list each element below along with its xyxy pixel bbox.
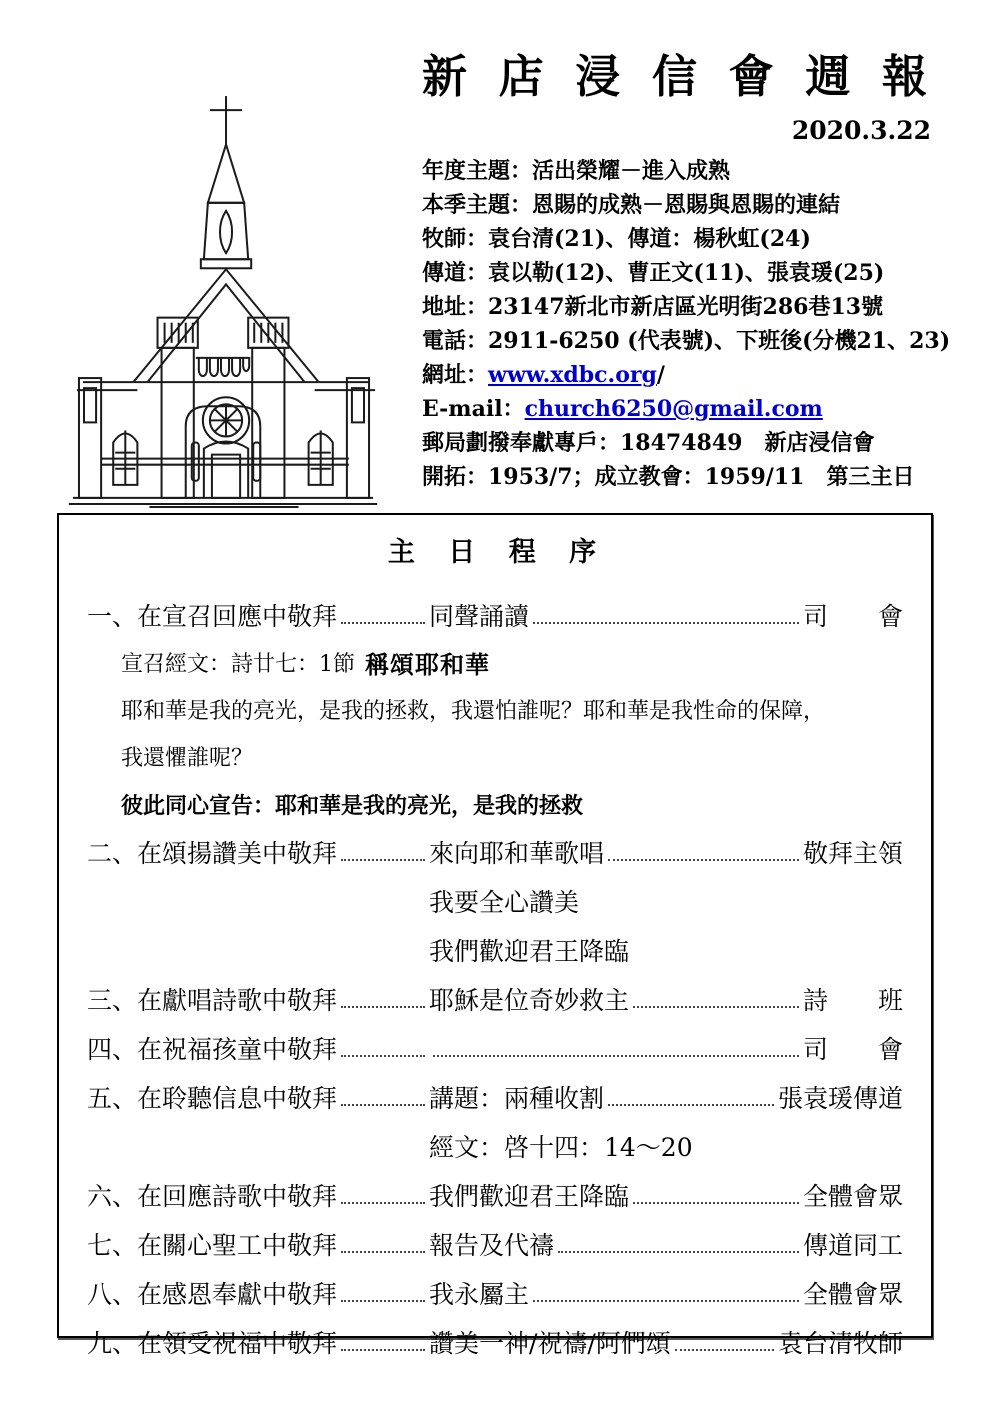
header [422, 46, 951, 494]
annual-theme-line: 年度主題：活出榮耀－進入成熟 [422, 158, 731, 184]
website-suffix: / [656, 362, 665, 388]
dot-leader [433, 1055, 799, 1057]
program-song: 我要全心讚美 [429, 888, 580, 917]
scripture-title: 稱頌耶和華 [365, 650, 490, 679]
issue-date: 2020.3.22 [791, 116, 931, 145]
program-item-2 [87, 820, 903, 869]
founding-line: 開拓：1953/7；成立教會：1959/11 第三主日 [422, 464, 915, 490]
website-line [422, 358, 937, 392]
address-line: 地址：23147新北市新店區光明街286巷13號 [422, 294, 884, 320]
sunday-program-section [57, 513, 933, 1358]
program-declaration: 彼此同心宣告：耶和華是我的亮光，是我的拯救 [121, 793, 584, 819]
program-item-6 [87, 1163, 903, 1212]
item-content: 講題：兩種收割 [429, 1084, 605, 1113]
item-content: 我們歡迎君王降臨 [429, 1182, 630, 1211]
dot-leader [558, 1251, 799, 1253]
dot-leader [341, 859, 425, 861]
item-label: 八、在感恩奉獻中敬拜 [87, 1280, 338, 1309]
program-item-9 [87, 1310, 903, 1359]
season-theme-line: 本季主題：恩賜的成熟－恩賜與恩賜的連結 [422, 192, 841, 218]
dot-leader [633, 1202, 799, 1204]
item-role: 袁台清牧師 [777, 1329, 903, 1358]
church-drawing [56, 90, 390, 508]
church-info-block [422, 154, 951, 494]
program-item-1 [87, 583, 903, 632]
dot-leader [533, 1300, 799, 1302]
item-label: 六、在回應詩歌中敬拜 [87, 1182, 338, 1211]
dot-leader [633, 1006, 799, 1008]
program-item-8 [87, 1261, 903, 1310]
program-title: 主 日 程 序 [387, 537, 603, 568]
program-item-4 [87, 1016, 903, 1065]
item-role: 詩 班 [802, 986, 903, 1015]
dot-leader [341, 622, 425, 624]
bulletin-title: 新 店 浸 信 會 週 報 [422, 50, 932, 103]
program-scripture-text: 我還懼誰呢？ [121, 746, 254, 771]
item-role: 敬拜主領 [802, 839, 903, 868]
item-label: 九、在領受祝福中敬拜 [87, 1329, 338, 1358]
dot-leader [341, 1202, 425, 1204]
program-sermon-scripture: 經文：啓十四：14～20 [429, 1133, 693, 1162]
program-item-7 [87, 1212, 903, 1261]
dot-leader [341, 1349, 425, 1351]
postal-account-line: 郵局劃撥奉獻專戶：18474849 新店浸信會 [422, 430, 875, 456]
program-item-3 [87, 967, 903, 1016]
dot-leader [341, 1104, 425, 1106]
program-song: 我們歡迎君王降臨 [429, 937, 630, 966]
item-content: 報告及代禱 [429, 1231, 555, 1260]
item-role: 司 會 [802, 1035, 903, 1064]
website-label: 網址： [422, 362, 489, 388]
program-item-5 [87, 1065, 903, 1114]
item-role: 司 會 [802, 602, 903, 631]
cross-icon [210, 96, 242, 144]
dot-leader [341, 1006, 425, 1008]
website-link[interactable]: www.xdbc.org [488, 362, 657, 388]
item-role: 全體會眾 [802, 1182, 903, 1211]
dot-leader [341, 1055, 425, 1057]
dot-leader [533, 622, 799, 624]
dot-leader [341, 1300, 425, 1302]
item-label: 四、在祝福孩童中敬拜 [87, 1035, 338, 1064]
scripture-ref: 宣召經文：詩廿七：1節 [121, 652, 355, 677]
pastor-line: 牧師：袁台清(21)、傳道：楊秋虹(24) [422, 226, 811, 252]
item-label: 三、在獻唱詩歌中敬拜 [87, 986, 338, 1015]
program-scripture-heading [87, 632, 903, 679]
church-illustration [56, 90, 390, 508]
phone-line: 電話：2911-6250 (代表號)、下班後(分機21、23) [422, 328, 951, 354]
minister-line: 傳道：袁以勒(12)、曹正文(11)、張袁瑗(25) [422, 260, 885, 286]
item-role: 全體會眾 [802, 1280, 903, 1309]
dot-leader [608, 859, 799, 861]
item-content: 讚美一神/祝禱/阿們頌 [429, 1329, 671, 1358]
item-role: 張袁瑗傳道 [777, 1084, 903, 1113]
dot-leader [608, 1104, 774, 1106]
dot-leader [341, 1251, 425, 1253]
rose-window [203, 397, 249, 443]
dot-leader [675, 1349, 774, 1351]
email-line [422, 392, 937, 426]
email-label: E-mail： [422, 396, 525, 422]
item-role: 傳道同工 [802, 1231, 903, 1260]
item-label: 二、在頌揚讚美中敬拜 [87, 839, 338, 868]
item-content: 同聲誦讀 [429, 602, 530, 631]
item-content: 來向耶和華歌唱 [429, 839, 605, 868]
item-content: 我永屬主 [429, 1280, 530, 1309]
item-label: 五、在聆聽信息中敬拜 [87, 1084, 338, 1113]
email-link[interactable]: church6250@gmail.com [524, 396, 823, 422]
program-scripture-text: 耶和華是我的亮光，是我的拯救，我還怕誰呢？耶和華是我性命的保障， [121, 699, 826, 724]
item-content: 耶穌是位奇妙救主 [429, 986, 630, 1015]
item-label: 一、在宣召回應中敬拜 [87, 602, 338, 631]
item-label: 七、在關心聖工中敬拜 [87, 1231, 338, 1260]
